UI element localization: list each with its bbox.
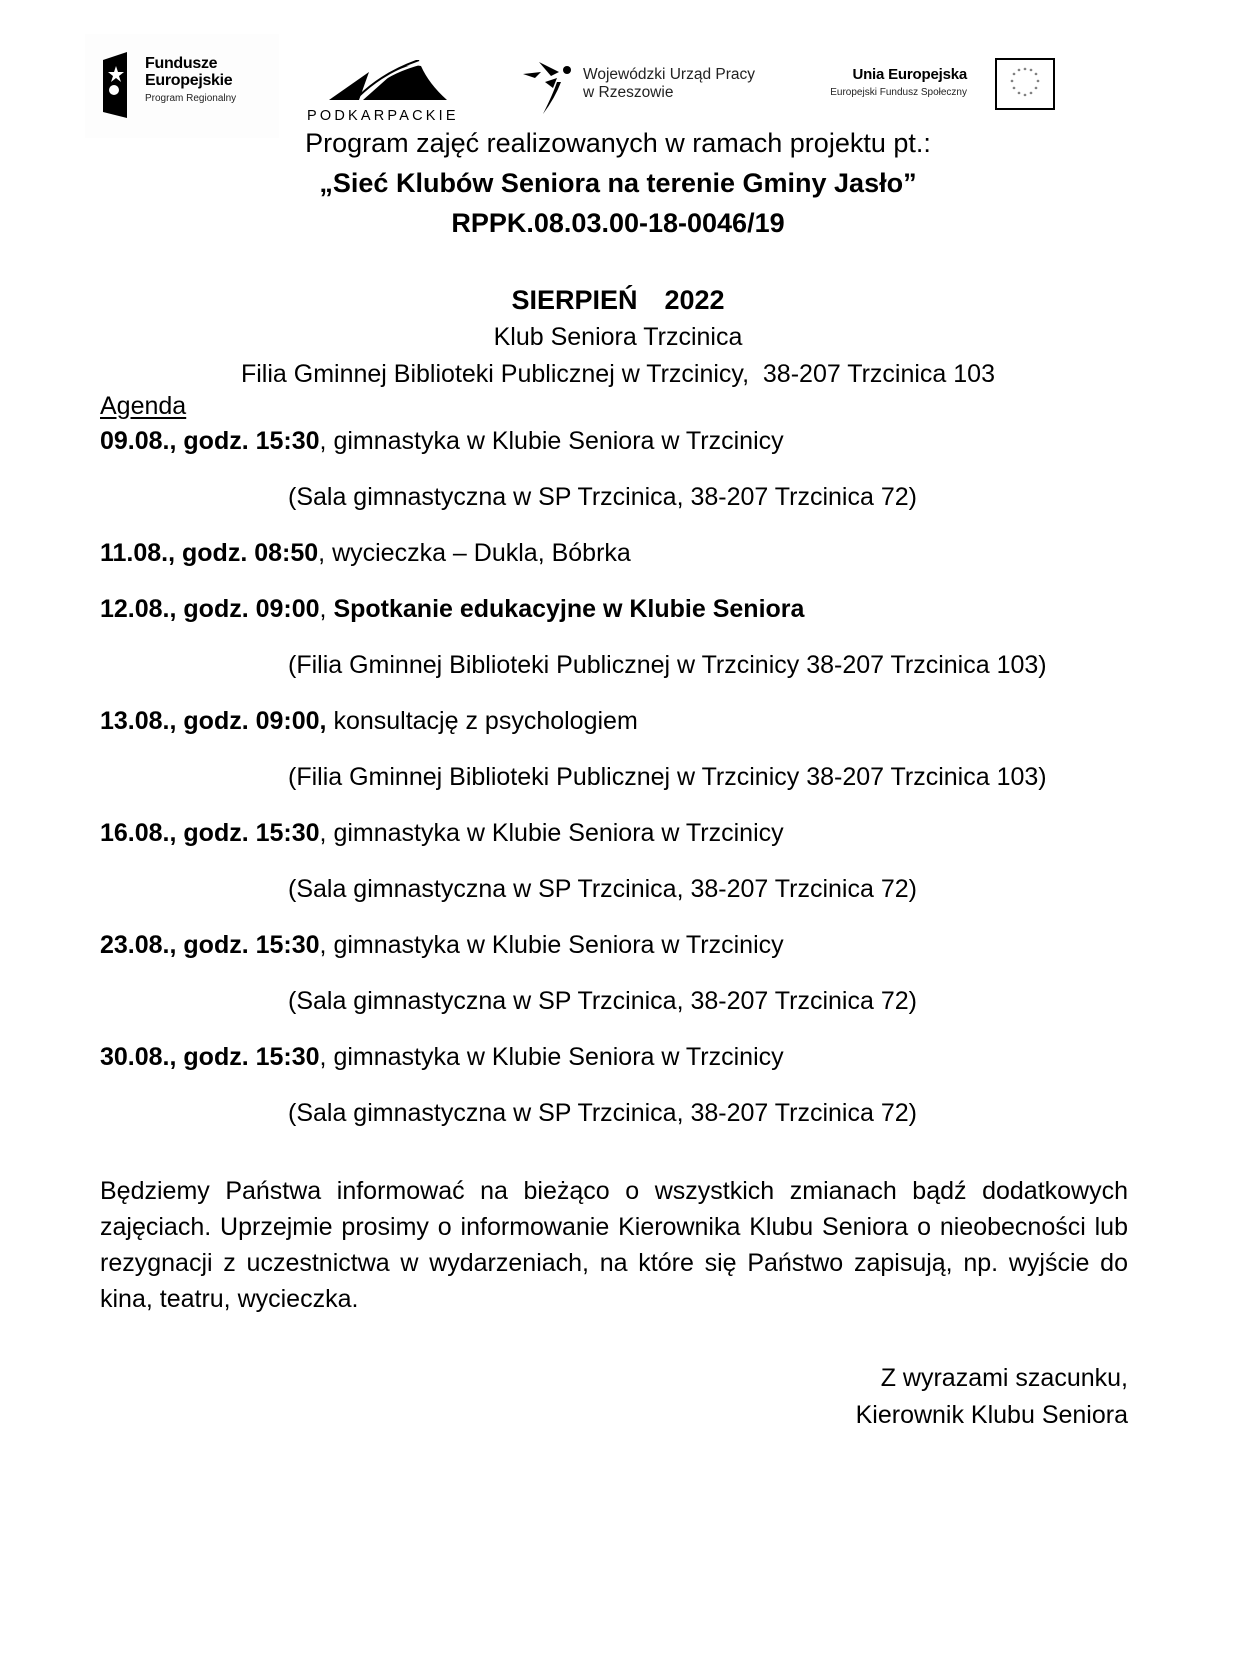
signature-role: Kierownik Klubu Seniora (855, 1401, 1128, 1429)
project-title: „Sieć Klubów Seniora na terenie Gminy Jasło” (319, 168, 917, 198)
agenda-item (100, 818, 1130, 874)
agenda-item (100, 706, 1130, 762)
agenda-item-location: (Sala gimnastyczna w SP Trzcinica, 38-207 Trzcinica 72) (288, 987, 917, 1015)
fe-line3: Program Regionalny (145, 93, 237, 104)
agenda-item-what: gimnastyka w Klubie Seniora w Trzcinicy (326, 427, 784, 455)
closing-paragraph: Będziemy Państwa informować na bieżąco o wszystkich zmianach bądź dodatkowych zajęciach. Uprzejmie prosimy o informowanie Kierownika Klubu Seniora o nieobecności lub rezygnacji z uczestnictwa w wydarzeniach, na które się Państwo zapisują, np. wyjście do kina, teatru, wycieczka. (100, 1177, 1128, 1313)
svg-text:*: * (1023, 67, 1027, 74)
ue-line2: Europejski Fundusz Społeczny (830, 87, 967, 98)
project-code: RPPK.08.03.00-18-0046/19 (451, 208, 785, 238)
agenda-item-what: konsultację z psychologiem (326, 707, 638, 735)
wup-bird-icon (521, 58, 583, 116)
agenda-list (100, 426, 1130, 1154)
logo-fundusze-europejskie (85, 34, 279, 138)
podkarpackie-mountain-icon (329, 60, 447, 100)
agenda-item-sep: , (319, 427, 327, 455)
wup-line1: Wojewódzki Urząd Pracy (583, 66, 755, 83)
agenda-item-sep: , (319, 931, 327, 959)
agenda-item (100, 538, 1130, 594)
signature (856, 1360, 1128, 1434)
agenda-item-sep: , (318, 539, 326, 567)
agenda-item (100, 1042, 1130, 1098)
month-heading: SIERPIEŃ 2022 (511, 285, 725, 315)
agenda-item (100, 930, 1130, 986)
agenda-item-location: (Sala gimnastyczna w SP Trzcinica, 38-207 Trzcinica 72) (288, 875, 917, 903)
agenda-item-what: Spotkanie edukacyjne w Klubie Seniora (326, 595, 805, 623)
svg-text:*: * (1029, 68, 1033, 75)
club-name: Klub Seniora Trzcinica (493, 323, 743, 351)
fe-line2: Europejskie (145, 72, 233, 89)
wup-line2: w Rzeszowie (583, 84, 674, 101)
agenda-item-location: (Sala gimnastyczna w SP Trzcinica, 38-207 Trzcinica 72) (288, 1099, 917, 1127)
agenda-item-what: gimnastyka w Klubie Seniora w Trzcinicy (326, 1043, 784, 1071)
agenda-item (100, 426, 1130, 482)
agenda-item-what: gimnastyka w Klubie Seniora w Trzcinicy (326, 931, 784, 959)
club-address: Filia Gminnej Biblioteki Publicznej w Trzcinicy, 38-207 Trzcinica 103 (240, 360, 995, 388)
signature-greeting: Z wyrazami szacunku, (880, 1364, 1128, 1392)
svg-text:*: * (1023, 93, 1027, 100)
agenda-item-sep: , (319, 595, 327, 623)
svg-text:*: * (1012, 86, 1016, 93)
agenda-item-sep: , (319, 1043, 327, 1071)
agenda-item-when: 16.08., godz. 15:30 (100, 819, 320, 847)
agenda-item-what: wycieczka – Dukla, Bóbrka (325, 539, 631, 567)
fundusze-europejskie-star-icon (101, 52, 129, 118)
svg-text:*: * (1029, 91, 1033, 98)
agenda-item-location: (Sala gimnastyczna w SP Trzcinica, 38-207 Trzcinica 72) (288, 483, 917, 511)
agenda-item-when: 11.08., godz. 08:50 (100, 539, 319, 567)
program-intro: Program zajęć realizowanych w ramach projektu pt.: (305, 128, 931, 158)
logo-wup-rzeszow (521, 58, 781, 122)
agenda-item-when: 09.08., godz. 15:30 (100, 427, 320, 455)
svg-text:*: * (1034, 72, 1038, 79)
agenda-item-location: (Filia Gminnej Biblioteki Publicznej w Trzcinicy 38-207 Trzcinica 103) (288, 763, 1047, 791)
svg-text:*: * (1017, 91, 1021, 98)
agenda-item-when: 13.08., godz. 09:00, (100, 707, 327, 735)
agenda-item-what: gimnastyka w Klubie Seniora w Trzcinicy (326, 819, 784, 847)
agenda-item-when: 23.08., godz. 15:30 (100, 931, 320, 959)
agenda-heading: Agenda (100, 392, 187, 420)
fe-line1: Fundusze (145, 55, 218, 72)
svg-text:*: * (1012, 72, 1016, 79)
ue-line1: Unia Europejska (852, 66, 967, 83)
eu-flag-stars-icon (995, 58, 1055, 110)
svg-text:*: * (1010, 79, 1014, 86)
agenda-item-when: 12.08., godz. 09:00 (100, 595, 320, 623)
svg-text:*: * (1017, 68, 1021, 75)
svg-text:*: * (1036, 79, 1040, 86)
agenda-item-location: (Filia Gminnej Biblioteki Publicznej w Trzcinicy 38-207 Trzcinica 103) (288, 651, 1047, 679)
agenda-item-sep: , (319, 819, 327, 847)
svg-text:*: * (1034, 86, 1038, 93)
logo-unia-europejska (785, 58, 1085, 118)
podkarpackie-wordmark: PODKARPACKIE (307, 108, 459, 124)
agenda-item-when: 30.08., godz. 15:30 (100, 1043, 320, 1071)
logo-bar (85, 34, 1085, 138)
agenda-item (100, 594, 1130, 650)
logo-podkarpackie (307, 54, 467, 134)
